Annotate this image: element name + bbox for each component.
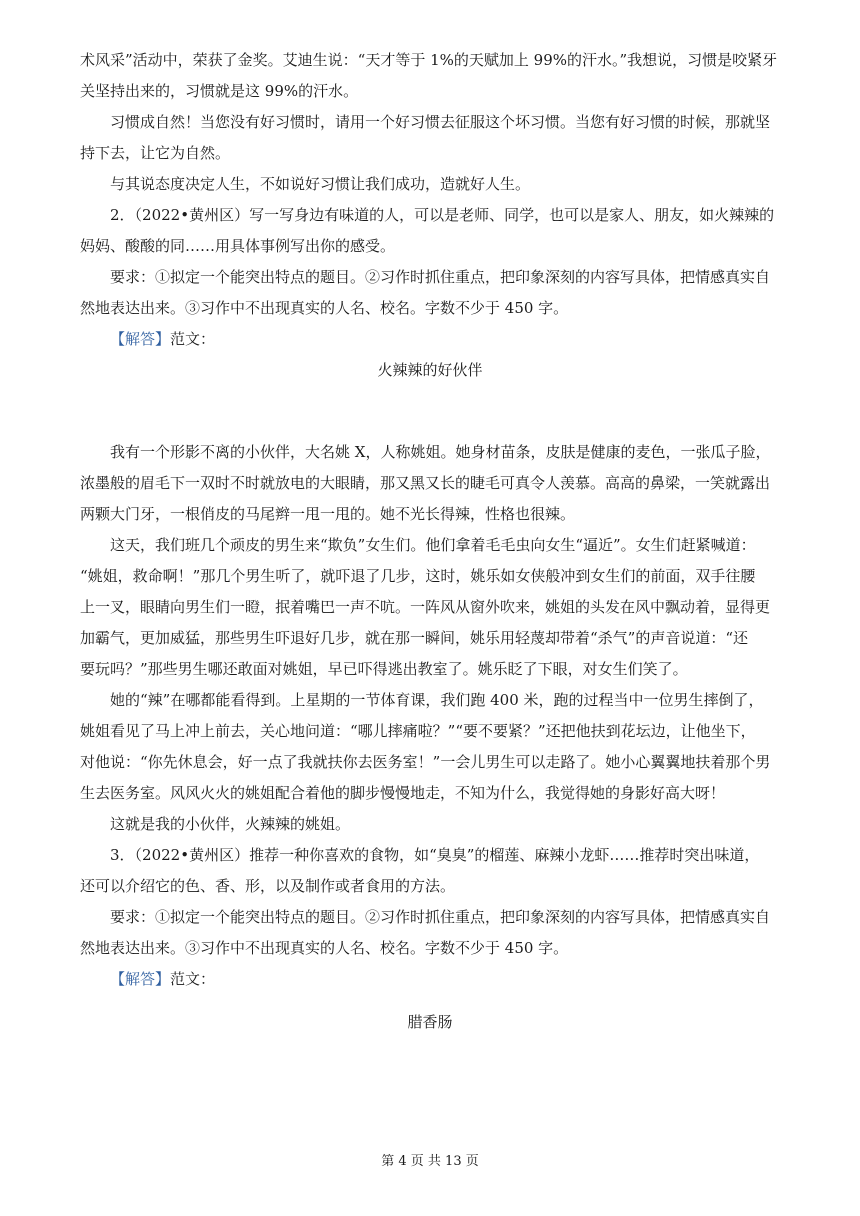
requirements-3 [80,907,780,958]
page-footer: 第 4 页 共 13 页 [381,1154,479,1169]
answer-text: 范文： [170,330,216,348]
essay-paragraph [80,535,780,679]
text-line: 然地表达出来。③习作中不出现真实的人名、校名。字数不少于 450 字。 [80,299,569,317]
text-line: 3．（2022•黄州区）推荐一种你喜欢的食物，如“臭臭”的榴莲、麻辣小龙虾……推荐时突出味道， [110,846,760,864]
answer-text: 范文： [170,970,216,988]
text-line: 浓墨般的眉毛下一双时不时就放电的大眼睛，那又黑又长的睫毛可真令人羡慕。高高的鼻梁，一笑就露出 [80,474,771,492]
essay-paragraph [80,814,780,834]
text-line: 生去医务室。风风火火的姚姐配合着他的脚步慢慢地走，不知为什么，我觉得她的身影好高大呀！ [80,784,726,802]
text-line: “姚姐，救命啊！”那几个男生听了，就吓退了几步，这时，姚乐如女侠般冲到女生们的前面，双手往腰 [80,567,756,585]
paragraph [80,50,780,101]
text-line: 还可以介绍它的色、香、形，以及制作或者食用的方法。 [80,877,456,895]
page-content [80,50,780,1032]
text-line: 2．（2022•黄州区）写一写身边有味道的人，可以是老师、同学，也可以是家人、朋友，如火辣辣的 [110,206,775,224]
text-line: 要求：①拟定一个能突出特点的题目。②习作时抓住重点，把印象深刻的内容写具体，把情感真实自 [110,908,771,926]
text-line: 习惯成自然！当您没有好习惯时，请用一个好习惯去征服这个坏习惯。当您有好习惯的时候，那就坚 [110,113,771,131]
text-line: 要求：①拟定一个能突出特点的题目。②习作时抓住重点，把印象深刻的内容写具体，把情感真实自 [110,268,771,286]
text-line: 术风采”活动中，荣获了金奖。艾迪生说：“天才等于 1%的天赋加上 99%的汗水。”我想说，习惯是咬紧牙 [80,51,778,69]
answer-tag: 【解答】 [110,970,171,988]
requirements-2 [80,267,780,318]
text-line: 与其说态度决定人生，不如说好习惯让我们成功，造就好人生。 [110,175,531,193]
text-line: 妈妈、酸酸的同……用具体事例写出你的感受。 [80,237,396,255]
paragraph [80,112,780,163]
text-line: 这天，我们班几个顽皮的男生来“欺负”女生们。他们拿着毛毛虫向女生“逼近”。女生们赶紧喊道： [110,536,756,554]
essay-paragraph [80,690,780,803]
text-line: 要玩吗？”那些男生哪还敢面对姚姐，早已吓得逃出教室了。姚乐眨了下眼，对女生们笑了。 [80,660,688,678]
text-line: 两颗大门牙，一根俏皮的马尾辫一甩一甩的。她不光长得辣，性格也很辣。 [80,505,576,523]
text-line: 这就是我的小伙伴，火辣辣的姚姐。 [110,815,351,833]
essay-title: 腊香肠 [407,1013,453,1031]
text-line: 持下去，让它为自然。 [80,144,231,162]
question-3 [80,845,780,896]
paragraph [80,174,780,194]
answer-heading [80,969,780,989]
answer-heading [80,329,780,349]
text-line: 关坚持出来的，习惯就是这 99%的汗水。 [80,82,359,100]
text-line: 上一叉，眼睛向男生们一瞪，抿着嘴巴一声不吭。一阵风从窗外吹来，姚姐的头发在风中飘动着，显得更 [80,598,771,616]
text-line: 加霸气，更加威猛，那些男生吓退好几步，就在那一瞬间，姚乐用轻蔑却带着“杀气”的声音说道：“还 [80,629,749,647]
text-line: 我有一个形影不离的小伙伴，大名姚 X，人称姚姐。她身材苗条，皮肤是健康的麦色，一张瓜子脸， [110,443,771,461]
essay-paragraph [80,442,780,524]
text-line: 姚姐看见了马上冲上前去，关心地问道：“哪儿摔痛啦？”“要不要紧？”还把他扶到花坛边，让他坐下， [80,722,756,740]
question-2 [80,205,780,256]
essay-title: 火辣辣的好伙伴 [377,361,483,379]
text-line: 她的“辣”在哪都能看得到。上星期的一节体育课，我们跑 400 米，跑的过程当中一位男生摔倒了， [110,691,764,709]
text-line: 对他说：“你先休息会，好一点了我就扶你去医务室！”一会儿男生可以走路了。她小心翼翼地扶着那个男 [80,753,771,771]
text-line: 然地表达出来。③习作中不出现真实的人名、校名。字数不少于 450 字。 [80,939,569,957]
answer-tag: 【解答】 [110,330,171,348]
